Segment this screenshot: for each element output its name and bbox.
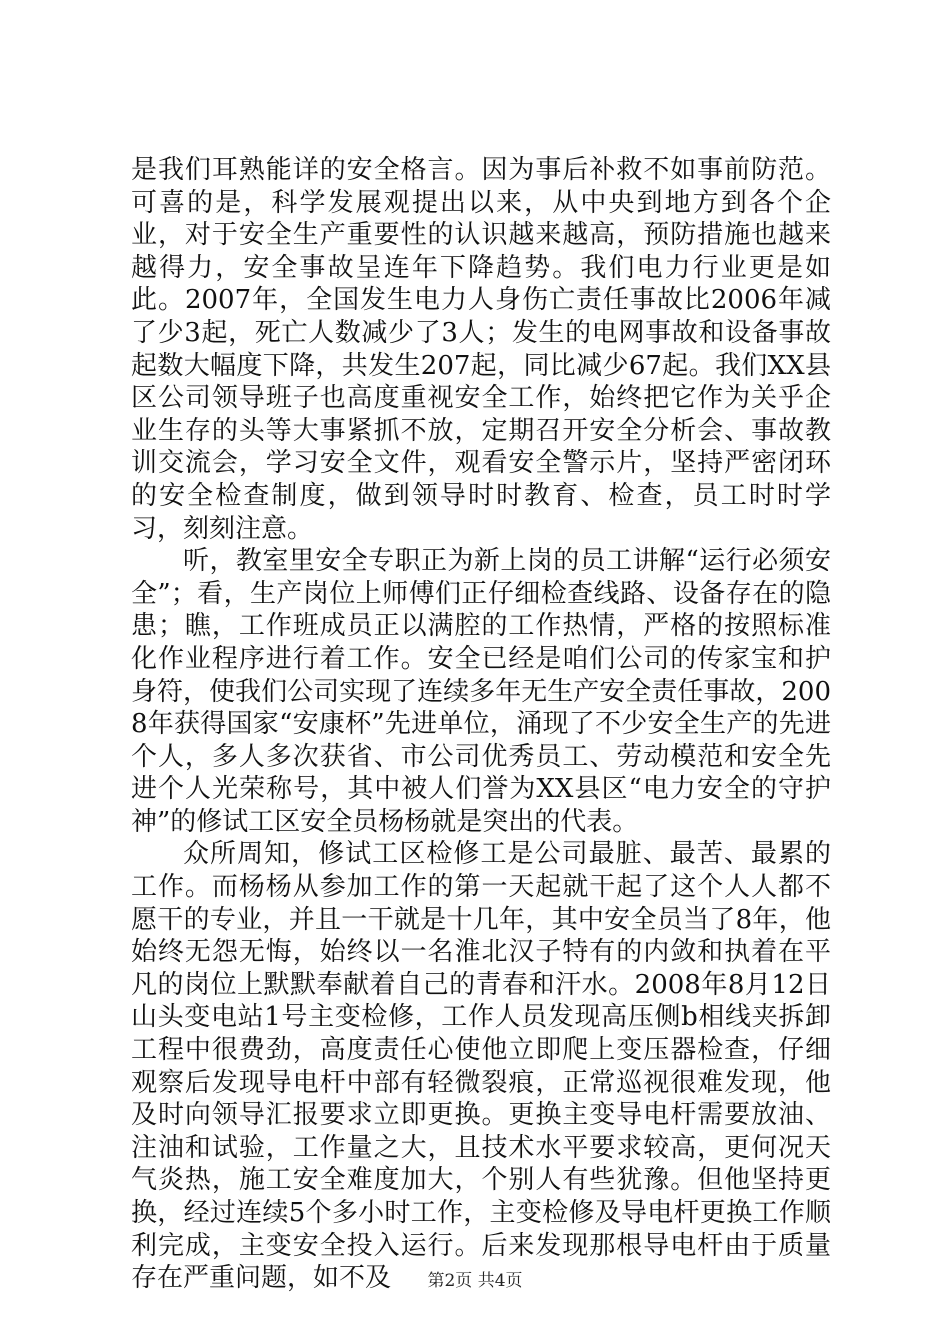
paragraph-1: 是我们耳熟能详的安全格言。因为事后补救不如事前防范。可喜的是，科学发展观提出以来，从中央到地方到各个企业，对于安全生产重要性的认识越来越高，预防措施也越来越得力，安全事故呈连年下降趋势。我们电力行业更是如此。2007年，全国发生电力人身伤亡责任事故比2006年减了少3起，死亡人数减少了3人；发生的电网事故和设备事故起数大幅度下降，共发生207起，同比减少67起。我们XX县区公司领导班子也高度重视安全工作，始终把它作为关乎企业生存的头等大事紧抓不放，定期召开安全分析会、事故教训交流会，学习安全文件，观看安全警示片，坚持严密闭环的安全检查制度，做到领导时时教育、检查，员工时时学习，刻刻注意。 bbox=[131, 155, 831, 544]
page-footer bbox=[0, 1266, 950, 1291]
document-body bbox=[131, 154, 831, 1295]
paragraph-3: 众所周知，修试工区检修工是公司最脏、最苦、最累的工作。而杨杨从参加工作的第一天起就干起了这个人人都不愿干的专业，并且一干就是十几年，其中安全员当了8年，他始终无怨无悔，始终以一名淮北汉子特有的内敛和执着在平凡的岗位上默默奉献着自己的青春和汗水。2008年8月12日山头变电站1号主变检修，工作人员发现高压侧b相线夹拆卸工程中很费劲，高度责任心使他立即爬上变压器检查，仔细观察后发现导电杆中部有轻微裂痕，正常巡视很难发现，他及时向领导汇报要求立即更换。更换主变导电杆需要放油、注油和试验，工作量之大，且技术水平要求较高，更何况天气炎热，施工安全难度加大，个别人有些犹豫。但他坚持更换，经过连续5个多小时工作，主变检修及导电杆更换工作顺利完成，主变安全投入运行。后来发现那根导电杆由于质量存在严重问题，如不及 bbox=[131, 839, 831, 1294]
paragraph-2: 听，教室里安全专职正为新上岗的员工讲解“运行必须安全”；看，生产岗位上师傅们正仔细检查线路、设备存在的隐患；瞧，工作班成员正以满腔的工作热情，严格的按照标准化作业程序进行着工作。安全已经是咱们公司的传家宝和护身符，使我们公司实现了连续多年无生产安全责任事故，2008年获得国家“安康杯”先进单位，涌现了不少安全生产的先进个人，多人多次获省、市公司优秀员工、劳动模范和安全先进个人光荣称号，其中被人们誉为XX县区“电力安全的守护神”的修试工区安全员杨杨就是突出的代表。 bbox=[131, 546, 831, 837]
page-number: 第2页 共4页 bbox=[427, 1271, 523, 1291]
